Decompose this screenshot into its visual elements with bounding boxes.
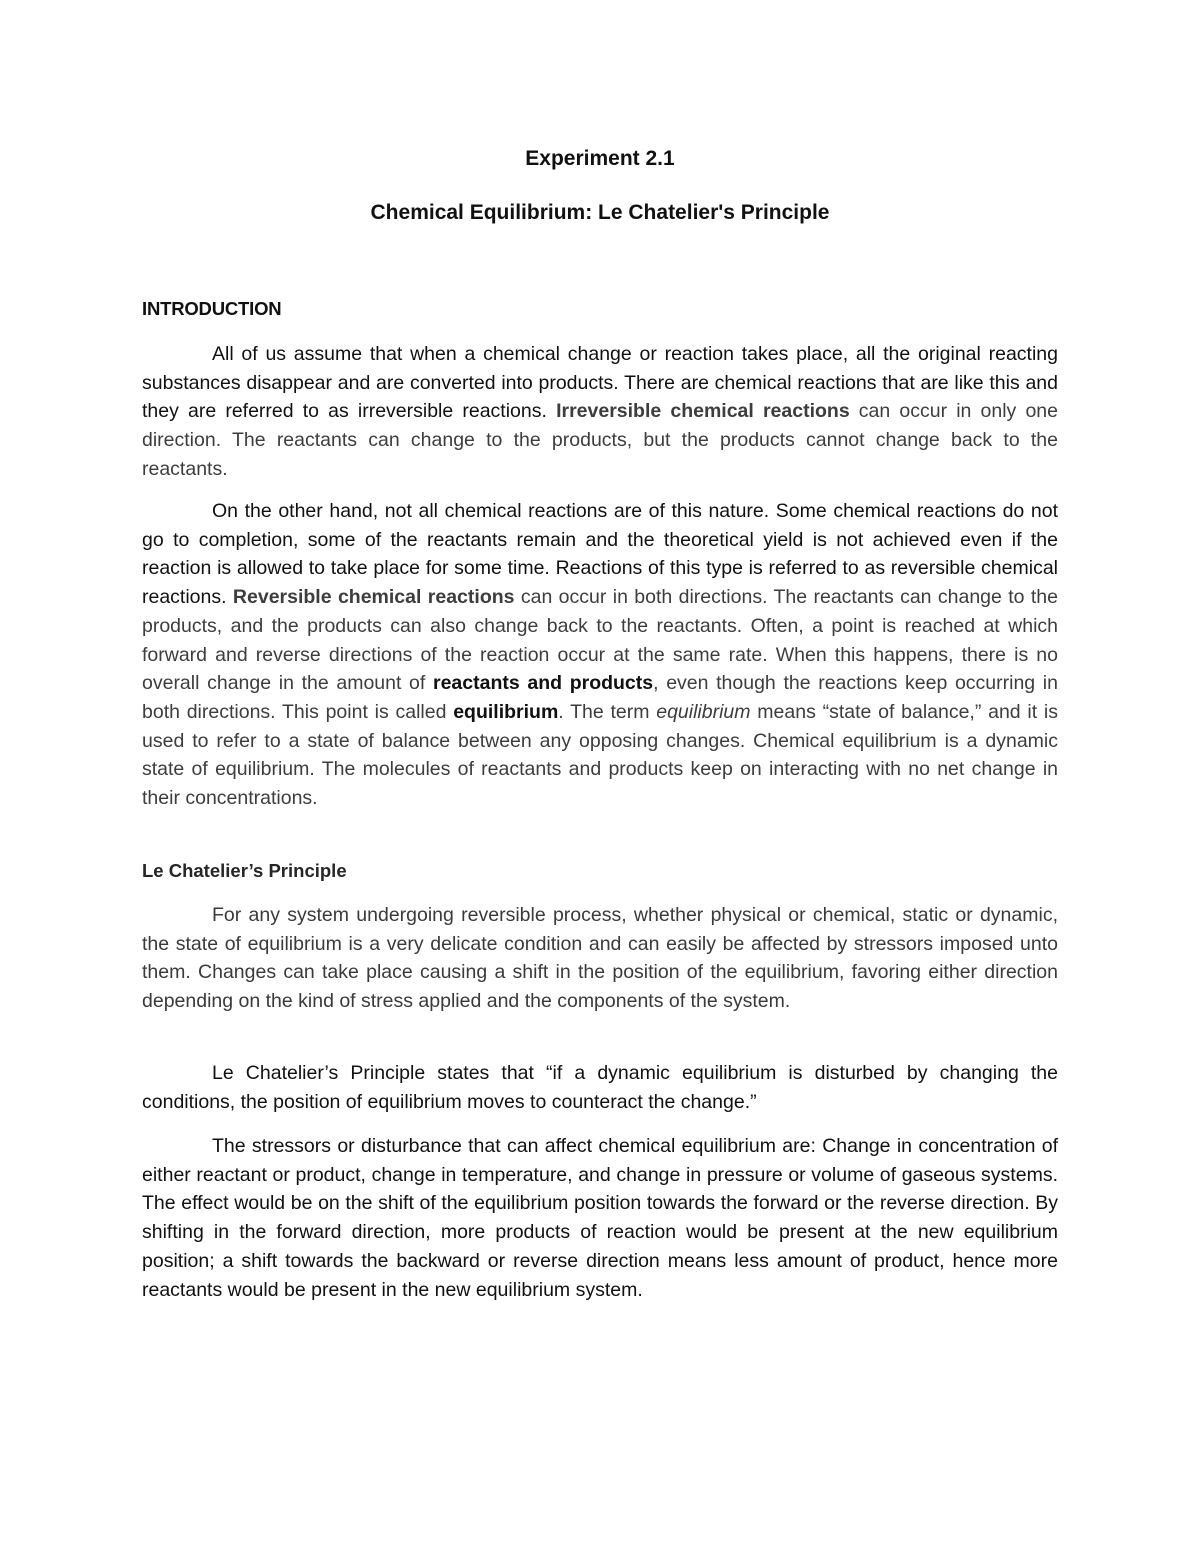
intro-paragraph-2 xyxy=(142,497,1058,813)
le-chatelier-paragraph-3 xyxy=(142,1132,1058,1304)
p2-text-i: means “state of balance,” and it is used to refer to a state of balance between any opposing changes. Chemical equilibrium is a dynamic state of equilibrium. The molecules of reactants and products keep on interacting with no net change in their concentrations. xyxy=(142,700,1058,810)
p2-text-c: can occur in both directions. The reactants can change to the products, and the products can also change back to the reactants. Often, a point is reached at which forward and reverse directions of the reaction occur at the same rate. When this happens, there is no overall change in the amount of xyxy=(142,586,1058,695)
le-chatelier-heading: Le Chatelier’s Principle xyxy=(142,860,347,881)
experiment-title: Experiment 2.1 xyxy=(525,147,675,170)
p1-text-c: can occur in only one direction. The reactants can change to the products, but the products cannot change back to the reactants. xyxy=(142,400,1058,480)
p2-text-g: . The term xyxy=(558,700,657,723)
p2-term-reversible: Reversible chemical reactions xyxy=(232,586,515,609)
le-chatelier-paragraph-2 xyxy=(142,1059,1058,1116)
introduction-heading: INTRODUCTION xyxy=(142,298,282,319)
p2-term-reactants-products: reactants and products xyxy=(432,672,654,695)
intro-paragraph-1 xyxy=(142,340,1058,484)
p2-term-equilibrium: equilibrium xyxy=(453,700,559,723)
p2-text-e: , even though the reactions keep occurring in both directions. This point is called xyxy=(142,672,1058,723)
p1-text-a: All of us assume that when a chemical change or reaction takes place, all the original reacting substances disappear and are converted into products. There are chemical reactions that are like this and they are referred to as irreversible reactions. xyxy=(142,343,1058,423)
le-chatelier-paragraph-1 xyxy=(142,901,1058,1016)
p3-text: For any system undergoing reversible process, whether physical or chemical, static or dynamic, the state of equilibrium is a very delicate condition and can easily be affected by stressors imposed unto them. Changes can take place causing a shift in the position of the equilibrium, favoring either direction depending on the kind of stress applied and the components of the system. xyxy=(142,904,1058,1013)
p2-text-a: On the other hand, not all chemical reactions are of this nature. Some chemical reactions do not go to completion, some of the reactants remain and the theoretical yield is not achieved even if the reaction is allowed to take place for some time. Reactions of this type is referred to as reversible chemical reactions. xyxy=(142,500,1058,609)
p5-text: The stressors or disturbance that can affect chemical equilibrium are: Change in concentration of either reactant or product, change in temperature, and change in pressure or volume of gaseous systems. The effect would be on the shift of the equilibrium position towards the forward or the reverse direction. By shifting in the forward direction, more products of reaction would be present at the new equilibrium position; a shift towards the backward or reverse direction means less amount of product, hence more reactants would be present in the new equilibrium system. xyxy=(142,1135,1058,1301)
p1-term-irreversible: Irreversible chemical reactions xyxy=(556,400,850,423)
experiment-subtitle: Chemical Equilibrium: Le Chatelier's Principle xyxy=(370,201,830,224)
p2-term-equilibrium-italic: equilibrium xyxy=(656,700,751,723)
p4-text: Le Chatelier’s Principle states that “if a dynamic equilibrium is disturbed by changing the conditions, the position of equilibrium moves to counteract the change.” xyxy=(142,1062,1058,1113)
